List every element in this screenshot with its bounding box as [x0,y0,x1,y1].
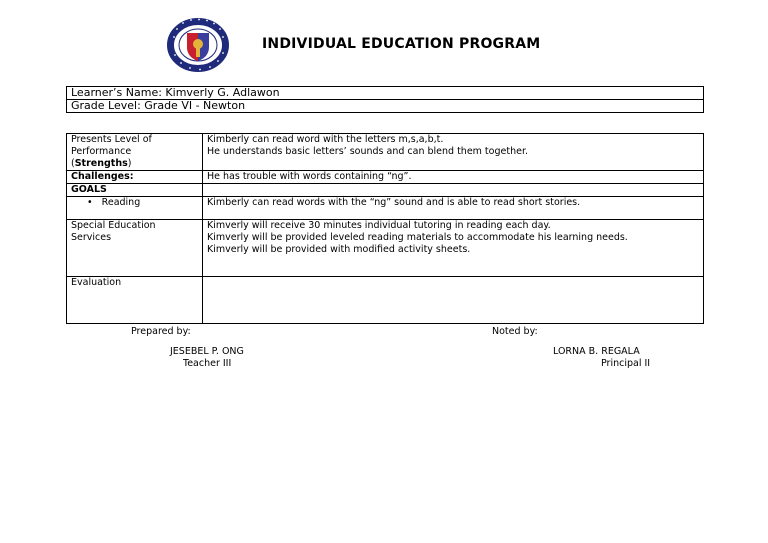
prepared-by-label: Prepared by: [131,326,191,337]
reading-label: Reading [101,197,141,208]
present-level-line: Kimberly can read word with the letters m,s,a,b,t. [207,134,444,145]
goals-empty-cell [203,184,704,197]
services-label-cell [67,220,203,277]
learner-name-label: Learner’s Name: [71,86,162,99]
grade-level-value: Grade VI - Newton [144,99,246,112]
deped-seal-icon [166,17,230,73]
page-title: INDIVIDUAL EDUCATION PROGRAM [262,36,541,52]
learner-info-table [66,86,704,113]
services-content-cell [203,220,704,277]
evaluation-row [67,277,704,324]
strengths-label: Strengths [74,158,128,169]
prepared-by-name: JESEBEL P. ONG [170,346,244,357]
grade-level-row [67,100,704,113]
noted-by-name: LORNA B. REGALA [553,346,640,357]
goals-label: GOALS [67,184,203,197]
noted-by-title: Principal II [601,358,651,369]
bullet-icon: • [87,197,93,208]
evaluation-label: Evaluation [67,277,203,324]
goals-row [67,184,704,197]
education-plan-table [66,133,704,324]
present-level-row [67,134,704,171]
reading-goal-row [67,197,704,220]
present-level-label-cell [67,134,203,171]
services-line: Kimverly will receive 30 minutes individual tutoring in reading each day. [207,220,551,231]
present-level-label-1: Presents Level of [71,134,152,145]
challenges-text: He has trouble with words containing “ng”. [203,171,704,184]
present-level-label-2: Performance [71,146,132,157]
challenges-label: Challenges: [67,171,203,184]
evaluation-content [203,277,704,324]
grade-level-label: Grade Level: [71,99,141,112]
present-level-label-3: (Strengths) [71,158,132,169]
services-line: Kimverly will be provided leveled reading materials to accommodate his learning needs. [207,232,628,243]
services-label-2: Services [71,232,112,243]
learner-name-cell [67,87,704,100]
reading-goal-text: Kimberly can read words with the “ng” sound and is able to read short stories. [203,197,704,220]
learner-name-value: Kimverly G. Adlawon [165,86,280,99]
services-label-1: Special Education [71,220,156,231]
prepared-by-title: Teacher III [183,358,232,369]
challenges-row [67,171,704,184]
reading-label-cell [67,197,203,220]
present-level-content-cell [203,134,704,171]
noted-by-label: Noted by: [492,326,538,337]
services-line: Kimverly will be provided with modified activity sheets. [207,244,471,255]
grade-level-cell [67,100,704,113]
services-row [67,220,704,277]
present-level-line: He understands basic letters’ sounds and can blend them together. [207,146,528,157]
learner-name-row [67,87,704,100]
